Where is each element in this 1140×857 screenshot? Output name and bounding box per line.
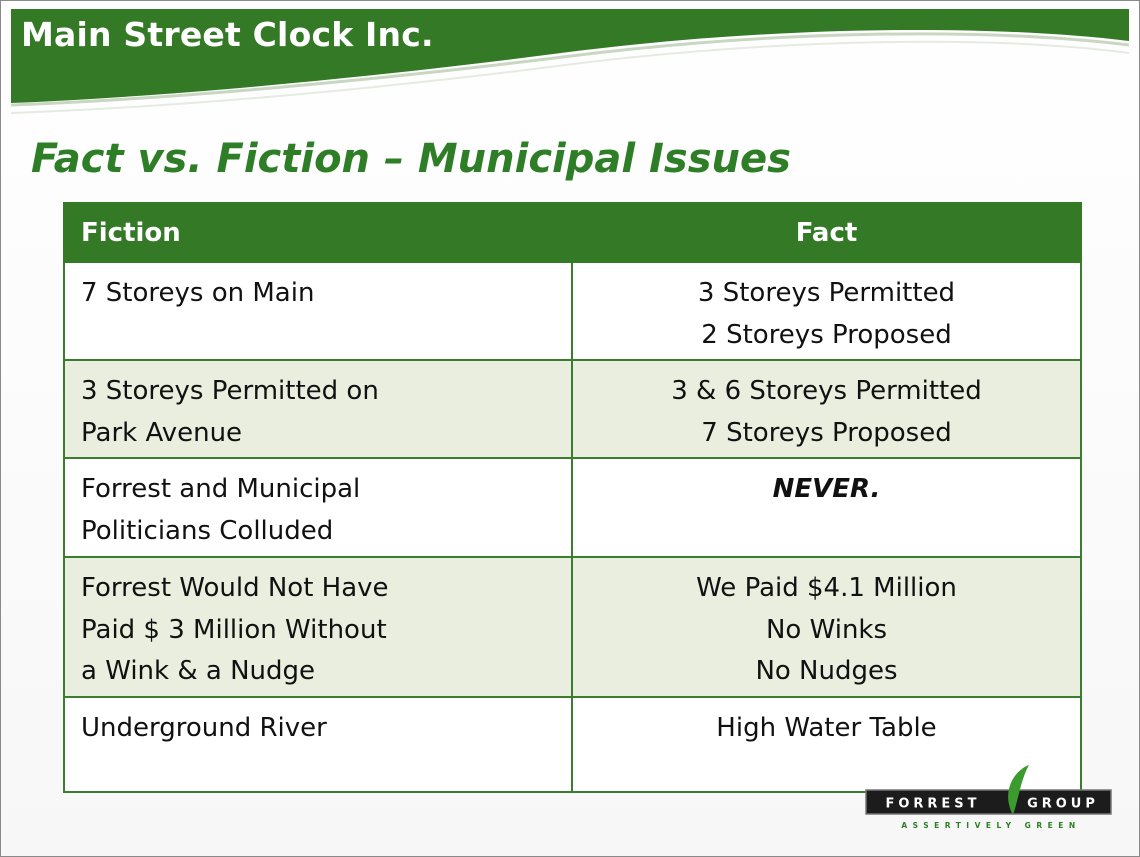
fiction-line: Underground River xyxy=(81,713,327,743)
svg-text:GROUP: GROUP xyxy=(1027,796,1099,812)
fiction-line: a Wink & a Nudge xyxy=(81,656,316,686)
fiction-line: 7 Storeys on Main xyxy=(81,278,315,308)
fiction-line: Park Avenue xyxy=(81,417,243,448)
table-header-row xyxy=(64,203,1081,262)
fact-header: Fact xyxy=(572,203,1081,262)
fiction-line: 3 Storeys Permitted on xyxy=(81,376,379,406)
slide-title: Fact vs. Fiction – Municipal Issues xyxy=(31,136,791,182)
table-row xyxy=(64,557,1081,697)
forrest-group-logo xyxy=(863,763,1115,835)
fiction-line: Paid $ 3 Million Without xyxy=(81,614,387,645)
fiction-header: Fiction xyxy=(64,203,572,262)
fact-line: 3 & 6 Storeys Permitted xyxy=(671,376,982,406)
company-name: Main Street Clock Inc. xyxy=(21,15,434,54)
svg-text:ASSERTIVELY GREEN: ASSERTIVELY GREEN xyxy=(901,821,1081,830)
fact-line: 3 Storeys Permitted xyxy=(697,278,956,308)
table-row xyxy=(64,262,1081,360)
fiction-cell xyxy=(64,557,572,697)
fact-line: High Water Table xyxy=(716,713,937,743)
fiction-line: Forrest and Municipal xyxy=(81,474,361,504)
table-row xyxy=(64,458,1081,557)
fact-line-emphasis: NEVER. xyxy=(772,474,881,504)
fact-cell xyxy=(572,557,1081,697)
fiction-line: Politicians Colluded xyxy=(81,515,334,546)
fiction-line: Forrest Would Not Have xyxy=(81,573,389,603)
svg-text:FORREST: FORREST xyxy=(885,796,981,812)
fact-cell xyxy=(572,360,1081,458)
fiction-cell xyxy=(64,360,572,458)
fact-line: 7 Storeys Proposed xyxy=(701,417,952,448)
fact-cell xyxy=(572,262,1081,360)
fact-line: No Winks xyxy=(765,614,888,645)
fact-fiction-table xyxy=(63,202,1082,793)
fact-cell xyxy=(572,458,1081,557)
fact-line: We Paid $4.1 Million xyxy=(696,573,957,603)
table-row xyxy=(64,360,1081,458)
fiction-cell xyxy=(64,458,572,557)
fiction-cell xyxy=(64,262,572,360)
fiction-cell xyxy=(64,697,572,792)
fact-line: No Nudges xyxy=(755,656,898,686)
fact-line: 2 Storeys Proposed xyxy=(701,319,952,350)
